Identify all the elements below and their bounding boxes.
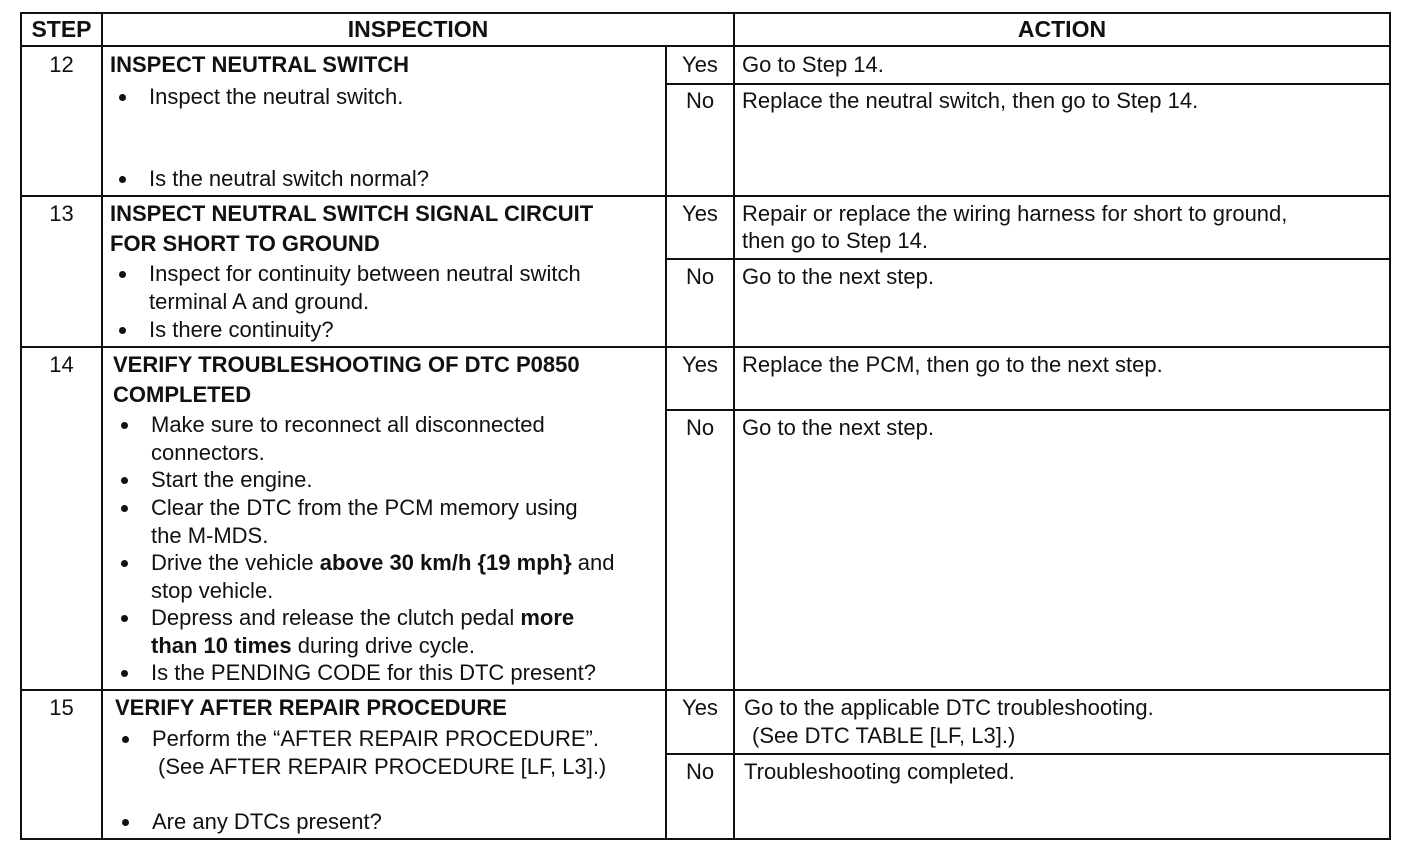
yes-label: Yes [682, 201, 718, 226]
no-label: No [685, 415, 715, 440]
table-border-bottom [20, 838, 1391, 840]
table-border-top [20, 12, 1391, 14]
row-divider-12 [20, 195, 1391, 197]
no-action: Troubleshooting completed. [744, 759, 1015, 784]
bullet-icon [119, 176, 126, 183]
step-column-divider [101, 12, 103, 840]
no-label: No [685, 88, 715, 113]
yes-no-divider-14 [665, 409, 1391, 411]
header-action: ACTION [1017, 16, 1107, 42]
yes-no-divider-12 [665, 83, 1391, 85]
bullet-continuation: connectors. [151, 440, 265, 465]
header-step: STEP [31, 16, 92, 42]
yes-action: (See DTC TABLE [LF, L3].) [752, 723, 1016, 748]
step-number: 12 [49, 52, 74, 77]
yes-label: Yes [682, 695, 718, 720]
bullet-continuation: than 10 times during drive cycle. [151, 633, 476, 658]
bullet-continuation: terminal A and ground. [149, 289, 370, 314]
yes-action: Go to the applicable DTC troubleshooting. [744, 695, 1154, 720]
inspection-title: FOR SHORT TO GROUND [110, 231, 380, 256]
bullet-icon [121, 505, 128, 512]
table-border-right [1389, 12, 1391, 840]
no-action: Go to the next step. [742, 415, 935, 440]
yes-label: Yes [682, 52, 718, 77]
inspection-title: COMPLETED [113, 382, 252, 407]
bullet-icon [119, 94, 126, 101]
bullet-icon [119, 327, 126, 334]
bullet-icon [121, 422, 128, 429]
yes-action: Replace the PCM, then go to the next step. [742, 352, 1163, 377]
yes-action: Go to Step 14. [742, 52, 884, 77]
bullet-continuation: the M-MDS. [151, 523, 269, 548]
inspection-title: INSPECT NEUTRAL SWITCH [110, 52, 410, 77]
no-label: No [685, 759, 715, 784]
bullet-icon [121, 477, 128, 484]
row-divider-14 [20, 689, 1391, 691]
step-number: 13 [49, 201, 74, 226]
yes-label: Yes [682, 352, 718, 377]
yes-action: Repair or replace the wiring harness for short to ground, [742, 201, 1288, 226]
bullet-continuation: (See AFTER REPAIR PROCEDURE [LF, L3].) [158, 754, 607, 779]
yes-action: then go to Step 14. [742, 228, 928, 253]
step-number: 14 [49, 352, 74, 377]
no-action: Go to the next step. [742, 264, 935, 289]
bullet-icon [121, 670, 128, 677]
bullet-icon [121, 560, 128, 567]
yes-no-divider-15 [665, 753, 1391, 755]
no-action: Replace the neutral switch, then go to Step 14. [742, 88, 1199, 113]
no-label: No [685, 264, 715, 289]
bullet-icon [122, 819, 129, 826]
bullet-icon [119, 271, 126, 278]
bullet-icon [122, 736, 129, 743]
step-number: 15 [49, 695, 74, 720]
yes-no-divider-13 [665, 258, 1391, 260]
header-divider [20, 45, 1391, 47]
inspection-title: VERIFY TROUBLESHOOTING OF DTC P0850 [113, 352, 580, 377]
bullet-icon [121, 615, 128, 622]
inspection-title: INSPECT NEUTRAL SWITCH SIGNAL CIRCUIT [110, 201, 594, 226]
bullet-continuation: stop vehicle. [151, 578, 274, 603]
header-inspection: INSPECTION [347, 16, 489, 42]
row-divider-13 [20, 346, 1391, 348]
inspection-title: VERIFY AFTER REPAIR PROCEDURE [115, 695, 507, 720]
action-column-divider [733, 12, 735, 840]
